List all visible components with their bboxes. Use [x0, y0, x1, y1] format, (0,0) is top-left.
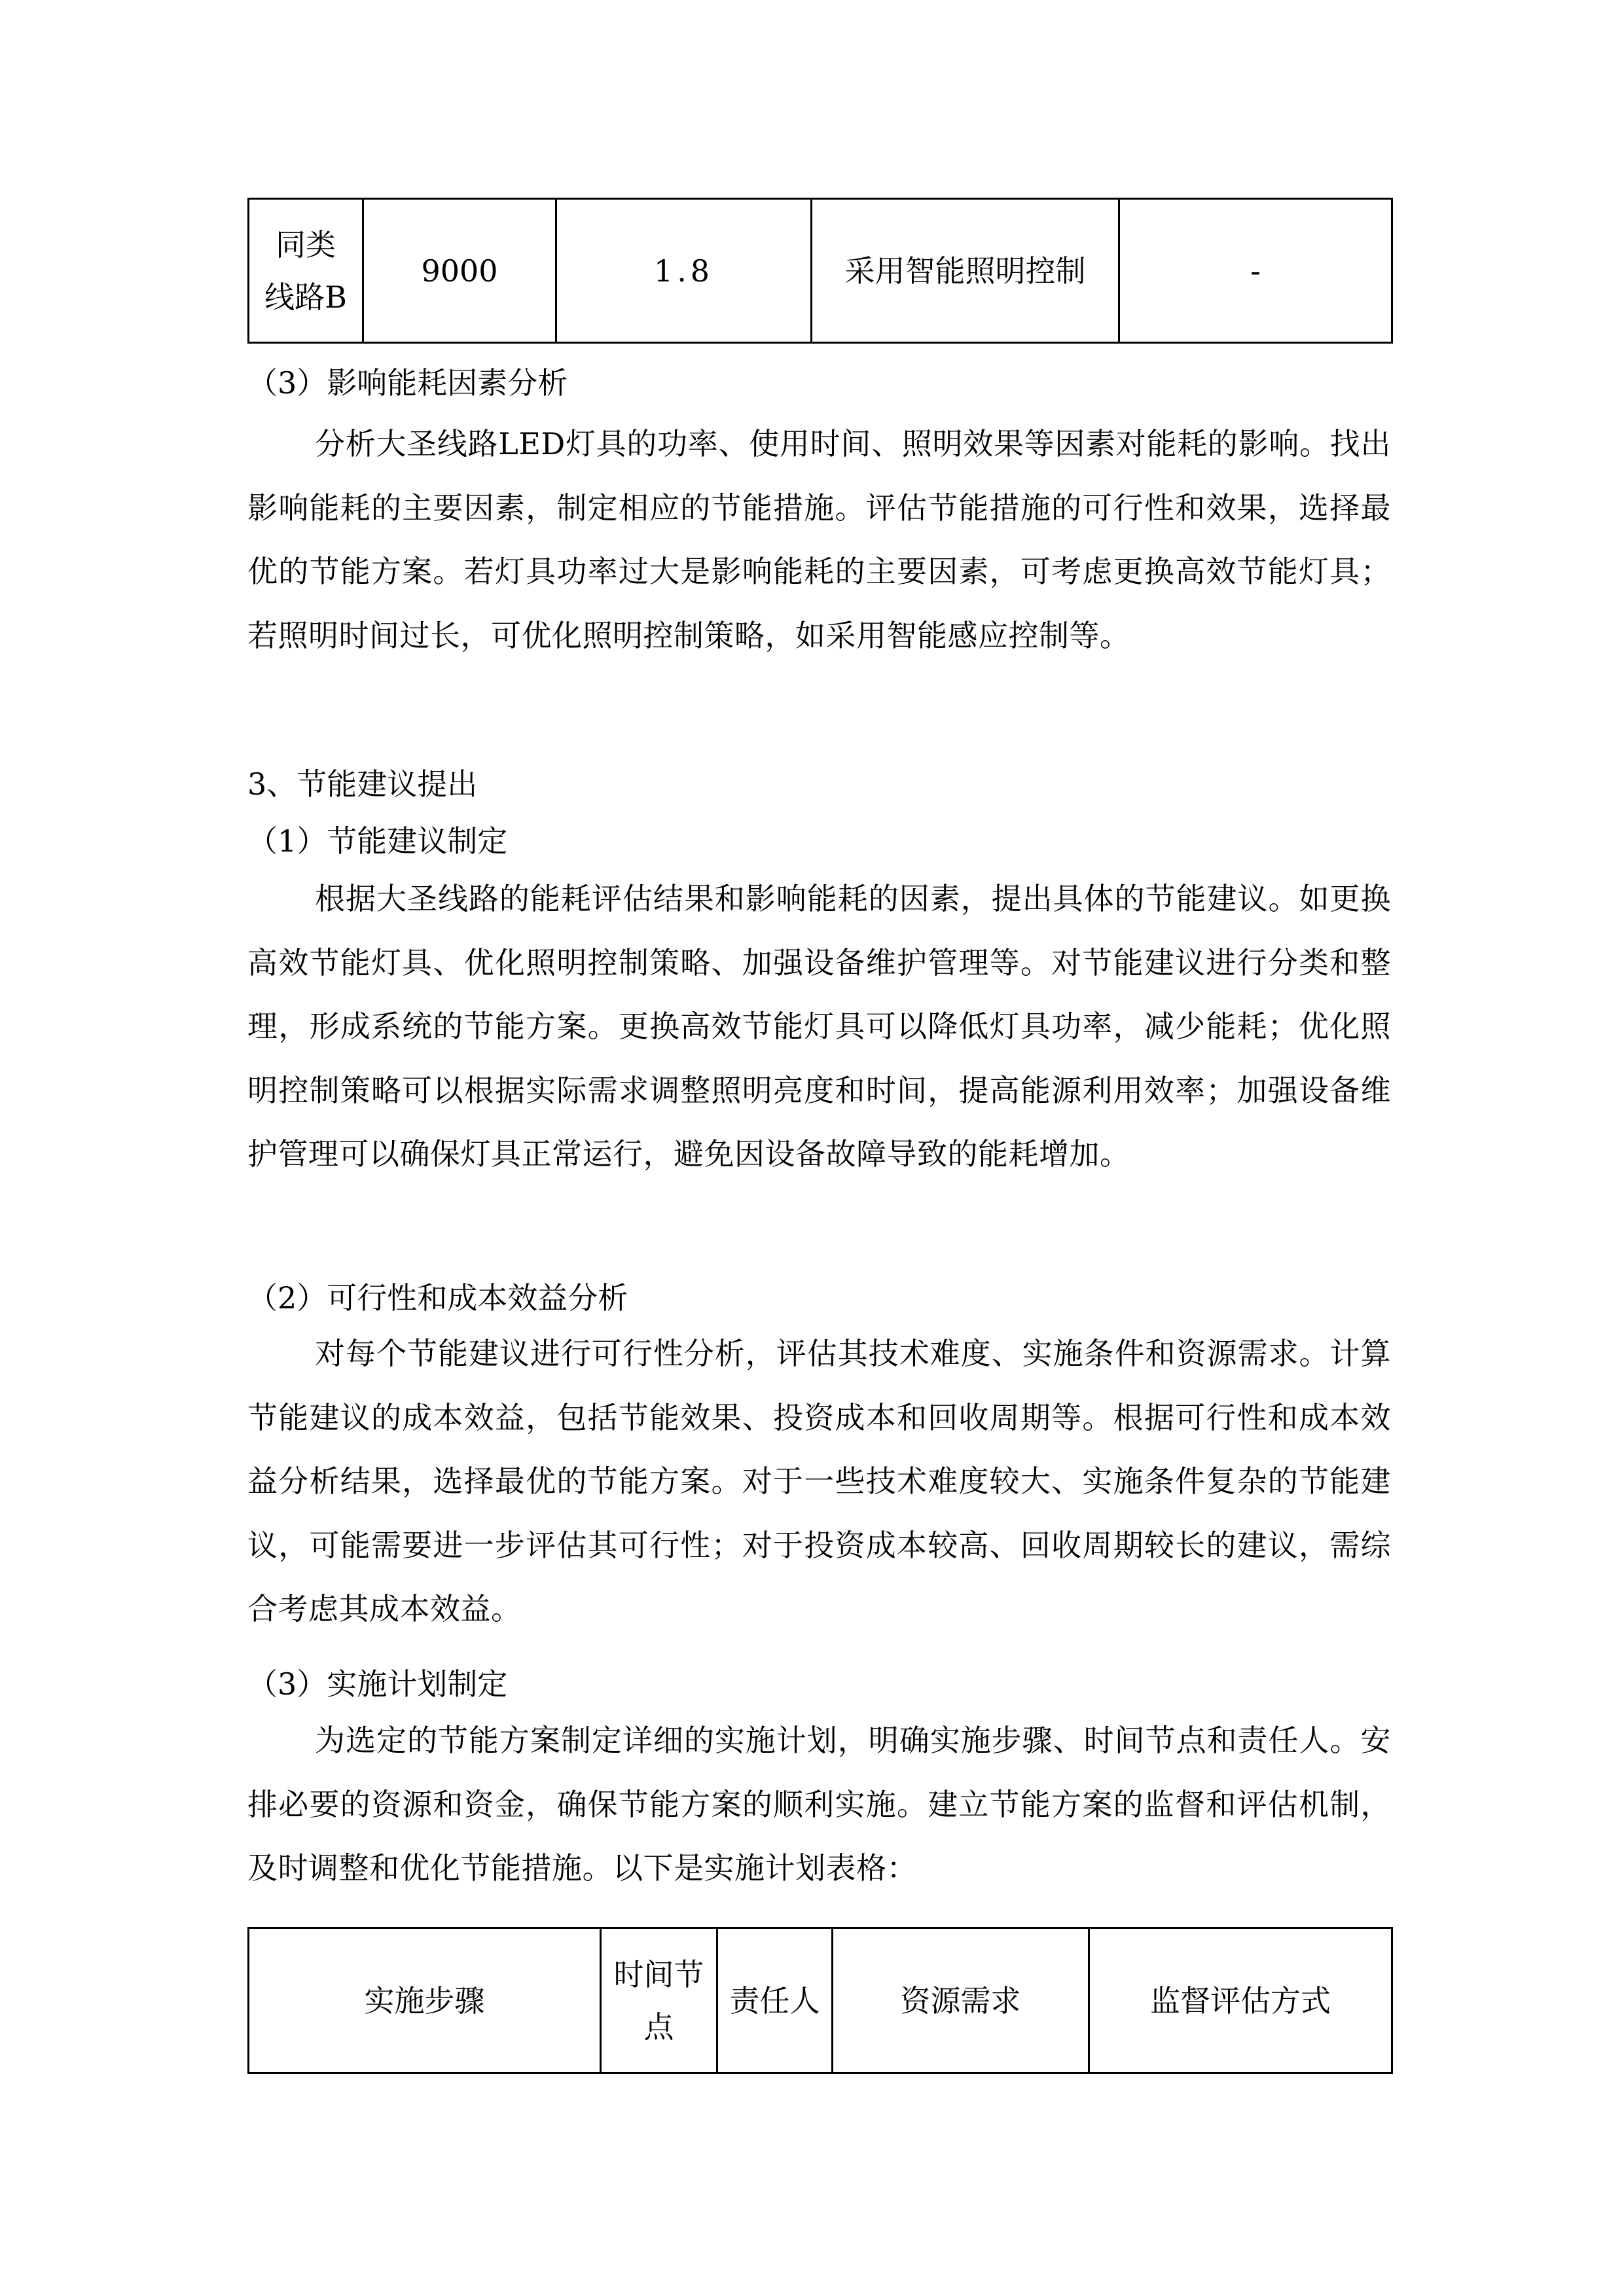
paragraph: 分析大圣线路LED灯具的功率、使用时间、照明效果等因素对能耗的影响。找出影响能耗的主要因素，制定相应的节能措施。评估节能措施的可行性和效果，选择最优的节能方案。若灯具功率过大是影响能耗的主要因素，可考虑更换高效节能灯具；若照明时间过长，可优化照明控制策略，如采用智能感应控制等。 [247, 426, 1391, 653]
table-cell: 9000 [363, 199, 556, 343]
subsection-heading: （1）节能建议制定 [247, 823, 508, 859]
paragraph-block [247, 867, 1391, 1187]
section-heading: 3、节能建议提出 [247, 766, 478, 802]
paragraph: 根据大圣线路的能耗评估结果和影响能耗的因素，提出具体的节能建议。如更换高效节能灯具、优化照明控制策略、加强设备维护管理等。对节能建议进行分类和整理，形成系统的节能方案。更换高效节能灯具可以降低灯具功率，减少能耗；优化照明控制策略可以根据实际需求调整照明亮度和时间，提高能源利用效率；加强设备维护管理可以确保灯具正常运行，避免因设备故障导致的能耗增加。 [247, 881, 1391, 1172]
table-cell: - [1119, 199, 1392, 343]
paragraph-block [247, 412, 1391, 668]
section-heading: （3）影响能耗因素分析 [247, 365, 568, 401]
table-header-cell: 资源需求 [833, 1928, 1089, 2073]
paragraph: 对每个节能建议进行可行性分析，评估其技术难度、实施条件和资源需求。计算节能建议的成本效益，包括节能效果、投资成本和回收周期等。根据可行性和成本效益分析结果，选择最优的节能方案。对于一些技术难度较大、实施条件复杂的节能建议，可能需要进一步评估其可行性；对于投资成本较高、回收周期较长的建议，需综合考虑其成本效益。 [247, 1336, 1391, 1626]
paragraph-block [247, 1709, 1391, 1901]
table-row [249, 199, 1392, 343]
implementation-plan-table [247, 1927, 1393, 2074]
paragraph-block [247, 1322, 1391, 1641]
paragraph: 为选定的节能方案制定详细的实施计划，明确实施步骤、时间节点和责任人。安排必要的资源和资金，确保节能方案的顺利实施。建立节能方案的监督和评估机制，及时调整和优化节能措施。以下是实施计划表格： [247, 1723, 1391, 1886]
comparison-table [247, 198, 1393, 344]
table-cell: 采用智能照明控制 [812, 199, 1119, 343]
table-header-row [249, 1928, 1392, 2073]
table-cell: 同类线路B [249, 199, 363, 343]
subsection-heading: （2）可行性和成本效益分析 [247, 1280, 628, 1316]
table-cell: 1.8 [556, 199, 812, 343]
table-header-cell: 实施步骤 [249, 1928, 601, 2073]
subsection-heading: （3）实施计划制定 [247, 1666, 508, 1702]
table-header-cell: 责任人 [717, 1928, 833, 2073]
table-header-cell: 时间节点 [601, 1928, 717, 2073]
table-header-cell: 监督评估方式 [1089, 1928, 1392, 2073]
